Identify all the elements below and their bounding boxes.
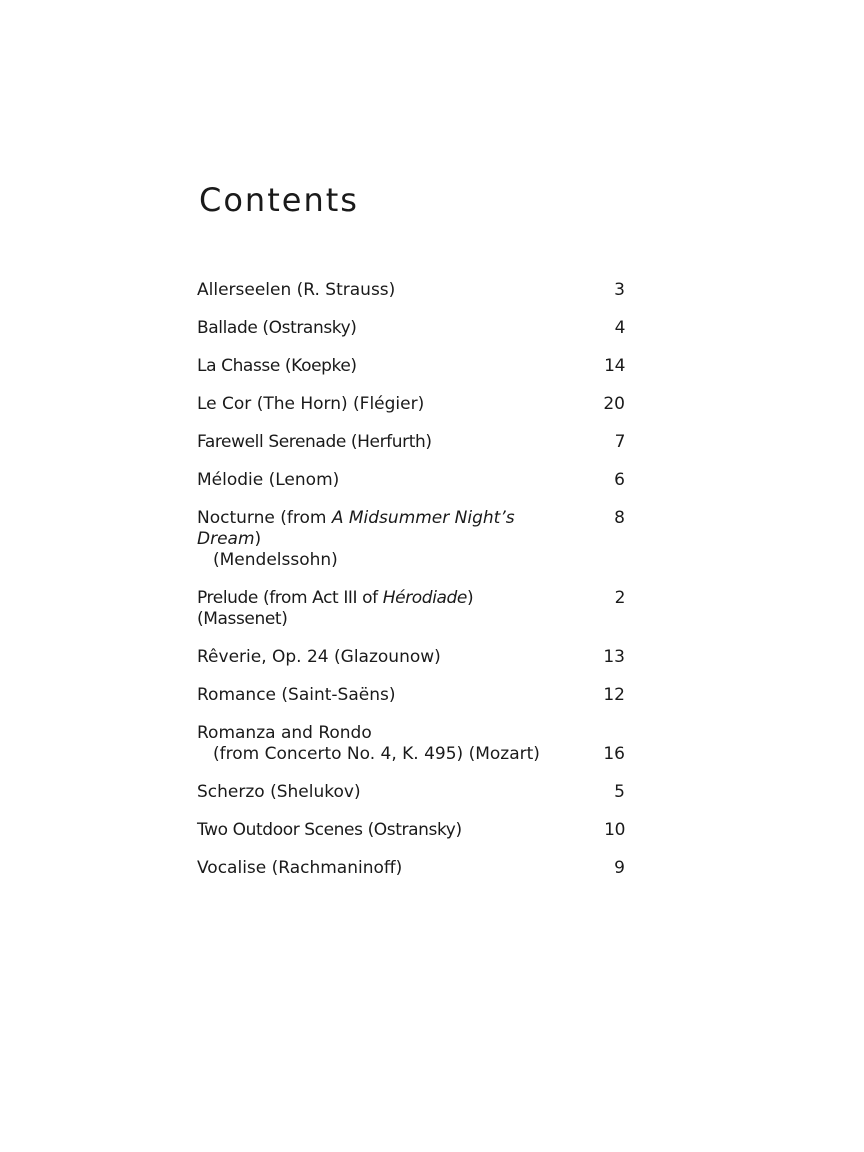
toc-entry-page: 16 bbox=[603, 744, 625, 764]
toc-entry-title-italic: Hérodiade bbox=[382, 588, 467, 608]
toc-entry-title: Mélodie (Lenom) bbox=[197, 470, 340, 490]
toc-entry bbox=[197, 647, 625, 685]
toc-entry-title-text: ) bbox=[254, 529, 262, 549]
toc-entry-title: Vocalise (Rachmaninoff) bbox=[197, 858, 403, 878]
toc-entry bbox=[197, 280, 625, 318]
toc-entry-title: Farewell Serenade (Herfurth) bbox=[197, 432, 432, 452]
toc-entry bbox=[197, 432, 625, 470]
toc-entry-continuation: (Mendelssohn) bbox=[213, 550, 338, 570]
toc-entry bbox=[197, 723, 625, 782]
toc-entry-page: 14 bbox=[604, 356, 625, 376]
toc-entry-title: Romanza and Rondo bbox=[197, 723, 372, 743]
toc-entry-title: La Chasse (Koepke) bbox=[197, 356, 357, 376]
toc-entry-page: 3 bbox=[614, 280, 625, 300]
toc-entry-page: 13 bbox=[603, 647, 625, 667]
toc-entry-continuation: (from Concerto No. 4, K. 495) (Mozart) bbox=[213, 744, 540, 764]
toc-entry bbox=[197, 356, 625, 394]
toc-entry-page: 20 bbox=[603, 394, 625, 414]
toc-entry bbox=[197, 858, 625, 896]
toc-entry-title bbox=[197, 508, 625, 550]
toc-entry-title: Rêverie, Op. 24 (Glazounow) bbox=[197, 647, 441, 667]
toc-entry-title-italic: A Midsummer Night’s Dream bbox=[197, 508, 515, 549]
toc-entry bbox=[197, 820, 625, 858]
toc-entry-page: 4 bbox=[614, 318, 625, 338]
page-title: Contents bbox=[199, 181, 359, 219]
toc-entry-title-text: Prelude (from Act III of bbox=[197, 588, 383, 608]
toc-entry-page: 12 bbox=[603, 685, 625, 705]
toc-entry bbox=[197, 685, 625, 723]
toc-entry-page: 2 bbox=[614, 588, 625, 608]
toc-entry-page: 10 bbox=[604, 820, 625, 840]
toc-entry-page: 7 bbox=[614, 432, 625, 452]
toc-entry-title: Allerseelen (R. Strauss) bbox=[197, 280, 396, 300]
toc-entry-title: Le Cor (The Horn) (Flégier) bbox=[197, 394, 425, 414]
toc-entry-page: 5 bbox=[614, 782, 625, 802]
toc-entry bbox=[197, 470, 625, 508]
toc-entry-page: 8 bbox=[614, 508, 625, 528]
toc-entry bbox=[197, 318, 625, 356]
toc-entry-title: Two Outdoor Scenes (Ostransky) bbox=[197, 820, 462, 840]
toc-entry-page: 6 bbox=[614, 470, 625, 490]
toc-entry-page: 9 bbox=[614, 858, 625, 878]
toc-entry-title bbox=[197, 588, 625, 630]
table-of-contents bbox=[197, 280, 625, 896]
toc-entry bbox=[197, 782, 625, 820]
toc-entry-title: Ballade (Ostransky) bbox=[197, 318, 357, 338]
toc-entry bbox=[197, 588, 625, 647]
toc-entry-title-text: ) (Massenet) bbox=[197, 588, 474, 629]
toc-entry-title: Romance (Saint-Saëns) bbox=[197, 685, 396, 705]
toc-entry bbox=[197, 508, 625, 588]
toc-entry-title-text: Nocturne (from bbox=[197, 508, 332, 528]
toc-entry bbox=[197, 394, 625, 432]
toc-entry-title: Scherzo (Shelukov) bbox=[197, 782, 361, 802]
